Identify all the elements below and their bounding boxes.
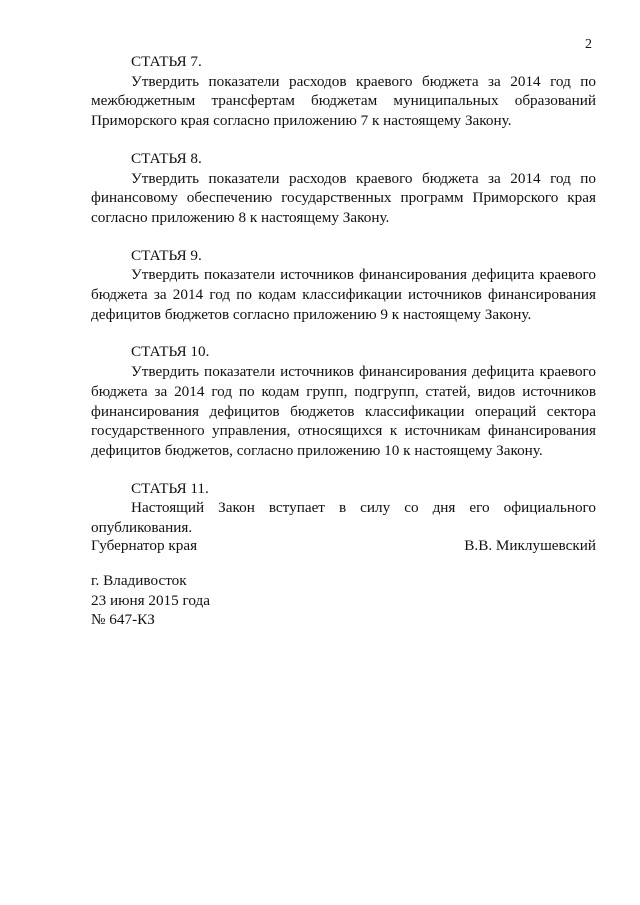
article-text: Утвердить показатели источников финансирования дефицита краевого бюджета за 2014 год по кодам классификации источников финансирования дефицитов бюджетов согласно приложению 9 к настоящему Закону. bbox=[91, 266, 596, 323]
signature-block bbox=[91, 536, 596, 556]
article-7 bbox=[91, 52, 596, 131]
article-title: СТАТЬЯ 10. bbox=[131, 343, 210, 361]
article-8 bbox=[91, 149, 596, 228]
page-number: 2 bbox=[585, 37, 592, 52]
signature-name: В.В. Миклушевский bbox=[464, 537, 596, 554]
article-10 bbox=[91, 342, 596, 460]
signature-position: Губернатор края bbox=[91, 537, 198, 554]
article-title: СТАТЬЯ 8. bbox=[131, 149, 202, 167]
article-title: СТАТЬЯ 11. bbox=[131, 479, 209, 497]
article-text: Утвердить показатели расходов краевого бюджета за 2014 год по межбюджетным трансфертам бюджетам муниципальных образований Приморского края согласно приложению 7 к настоящему Закону. bbox=[91, 72, 596, 130]
article-title: СТАТЬЯ 9. bbox=[131, 246, 202, 264]
article-9 bbox=[91, 246, 596, 325]
article-text: Утвердить показатели расходов краевого бюджета за 2014 год по финансовому обеспечению государственных программ Приморского края согласно приложению 8 к настоящему Закону. bbox=[91, 169, 596, 226]
law-number: № 647-КЗ bbox=[91, 611, 155, 629]
date: 23 июня 2015 года bbox=[91, 591, 211, 609]
article-text: Утвердить показатели источников финансирования дефицита краевого бюджета за 2014 год по кодам групп, подгрупп, статей, видов источников финансирования дефицитов бюджетов классификации операций сектора государственного управления, относящихся к источникам финансирования дефицитов бюджетов, согласно приложению 10 к настоящему Закону. bbox=[91, 363, 596, 459]
article-11 bbox=[91, 479, 596, 538]
article-title: СТАТЬЯ 7. bbox=[131, 53, 202, 70]
place-date-block bbox=[91, 571, 210, 630]
city: г. Владивосток bbox=[91, 572, 187, 589]
article-text: Настоящий Закон вступает в силу со дня его официального опубликования. bbox=[91, 499, 596, 537]
document-body bbox=[91, 52, 596, 556]
